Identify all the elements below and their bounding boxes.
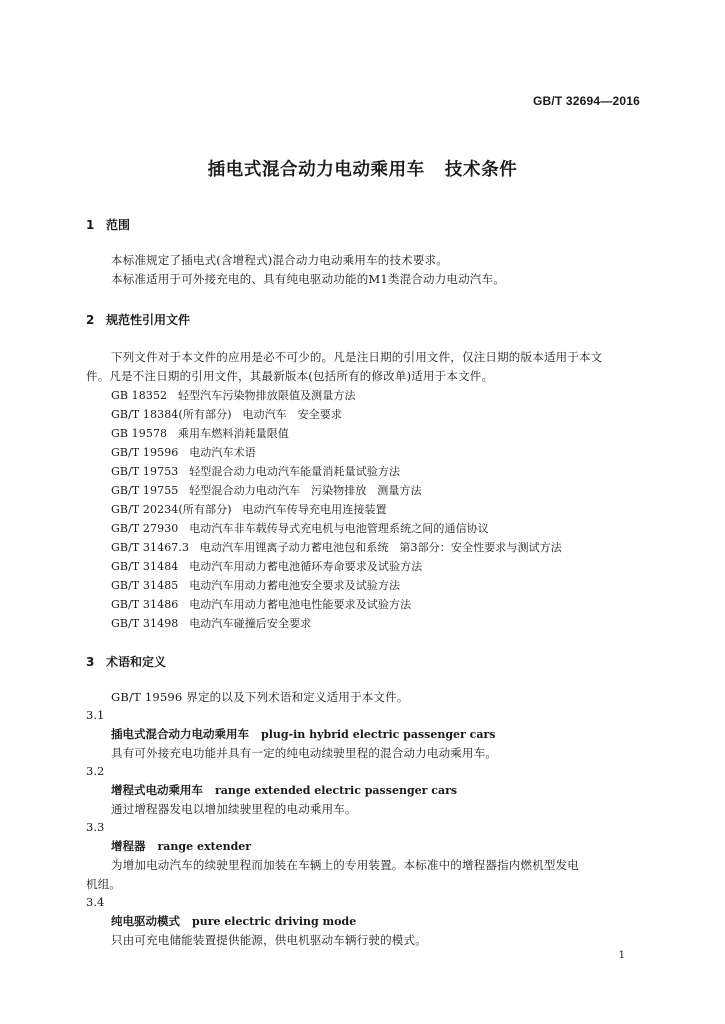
term-heading	[111, 913, 356, 929]
paragraph: 本标准适用于可外接充电的、具有纯电驱动功能的M1类混合动力电动汽车。	[111, 272, 505, 286]
term-definition: 为增加电动汽车的续驶里程而加装在车辆上的专用装置。本标准中的增程器指内燃机型发电	[111, 858, 579, 872]
section-2-heading	[86, 311, 190, 328]
term-chinese: 插电式混合动力电动乘用车	[111, 727, 249, 741]
section-3-heading	[86, 653, 166, 670]
standard-code: GB/T 32694—2016	[532, 94, 640, 108]
paragraph: 件。凡是不注日期的引用文件，其最新版本(包括所有的修改单)适用于本文件。	[86, 369, 494, 383]
reference-item: GB/T 20234(所有部分) 电动汽车传导充电用连接装置	[111, 503, 387, 516]
document-title: 插电式混合动力电动乘用车 技术条件	[207, 160, 518, 180]
term-english: range extender	[157, 840, 252, 853]
section-title: 范围	[106, 218, 131, 232]
term-chinese: 增程式电动乘用车	[111, 783, 203, 797]
term-heading	[111, 838, 251, 854]
term-english: plug-in hybrid electric passenger cars	[261, 728, 496, 741]
term-chinese: 纯电驱动模式	[111, 914, 180, 928]
term-english: pure electric driving mode	[192, 915, 357, 928]
reference-item: GB 18352 轻型汽车污染物排放限值及测量方法	[111, 389, 356, 402]
reference-item: GB/T 31484 电动汽车用动力蓄电池循环寿命要求及试验方法	[111, 560, 423, 573]
term-definition: 通过增程器发电以增加续驶里程的电动乘用车。	[111, 802, 357, 816]
term-definition: 只由可充电储能装置提供能源，供电机驱动车辆行驶的模式。	[111, 933, 427, 947]
section-1-heading	[86, 216, 130, 233]
term-heading	[111, 782, 457, 798]
page-number: 1	[618, 950, 625, 961]
term-definition-continued: 机组。	[86, 877, 122, 891]
term-number: 3.4	[86, 895, 105, 909]
term-definition: 具有可外接充电功能并具有一定的纯电动续驶里程的混合动力电动乘用车。	[111, 746, 498, 760]
paragraph: 下列文件对于本文件的应用是必不可少的。凡是注日期的引用文件，仅注日期的版本适用于本文	[111, 350, 603, 364]
reference-item: GB/T 27930 电动汽车非车载传导式充电机与电池管理系统之间的通信协议	[111, 522, 489, 535]
paragraph: 本标准规定了插电式(含增程式)混合动力电动乘用车的技术要求。	[111, 253, 448, 267]
reference-item: GB/T 19596 电动汽车术语	[111, 446, 256, 459]
term-chinese: 增程器	[111, 839, 146, 853]
reference-item: GB/T 31498 电动汽车碰撞后安全要求	[111, 617, 312, 630]
section-number: 1	[86, 218, 95, 232]
term-english: range extended electric passenger cars	[215, 784, 458, 797]
reference-item: GB 19578 乘用车燃料消耗量限值	[111, 427, 289, 440]
reference-item: GB/T 18384(所有部分) 电动汽车 安全要求	[111, 408, 342, 421]
reference-item: GB/T 31486 电动汽车用动力蓄电池电性能要求及试验方法	[111, 598, 412, 611]
term-number: 3.2	[86, 764, 105, 778]
section-title: 术语和定义	[106, 655, 167, 669]
reference-item: GB/T 31467.3 电动汽车用锂离子动力蓄电池包和系统 第3部分：安全性要求与测试方法	[111, 541, 562, 554]
term-heading	[111, 726, 496, 742]
term-number: 3.3	[86, 820, 105, 834]
section-number: 3	[86, 655, 95, 669]
reference-item: GB/T 19753 轻型混合动力电动汽车能量消耗量试验方法	[111, 465, 401, 478]
term-number: 3.1	[86, 708, 105, 722]
paragraph: GB/T 19596 界定的以及下列术语和定义适用于本文件。	[111, 690, 409, 704]
section-title: 规范性引用文件	[106, 313, 191, 327]
section-number: 2	[86, 313, 95, 327]
reference-item: GB/T 31485 电动汽车用动力蓄电池安全要求及试验方法	[111, 579, 401, 592]
reference-item: GB/T 19755 轻型混合动力电动汽车 污染物排放 测量方法	[111, 484, 422, 497]
